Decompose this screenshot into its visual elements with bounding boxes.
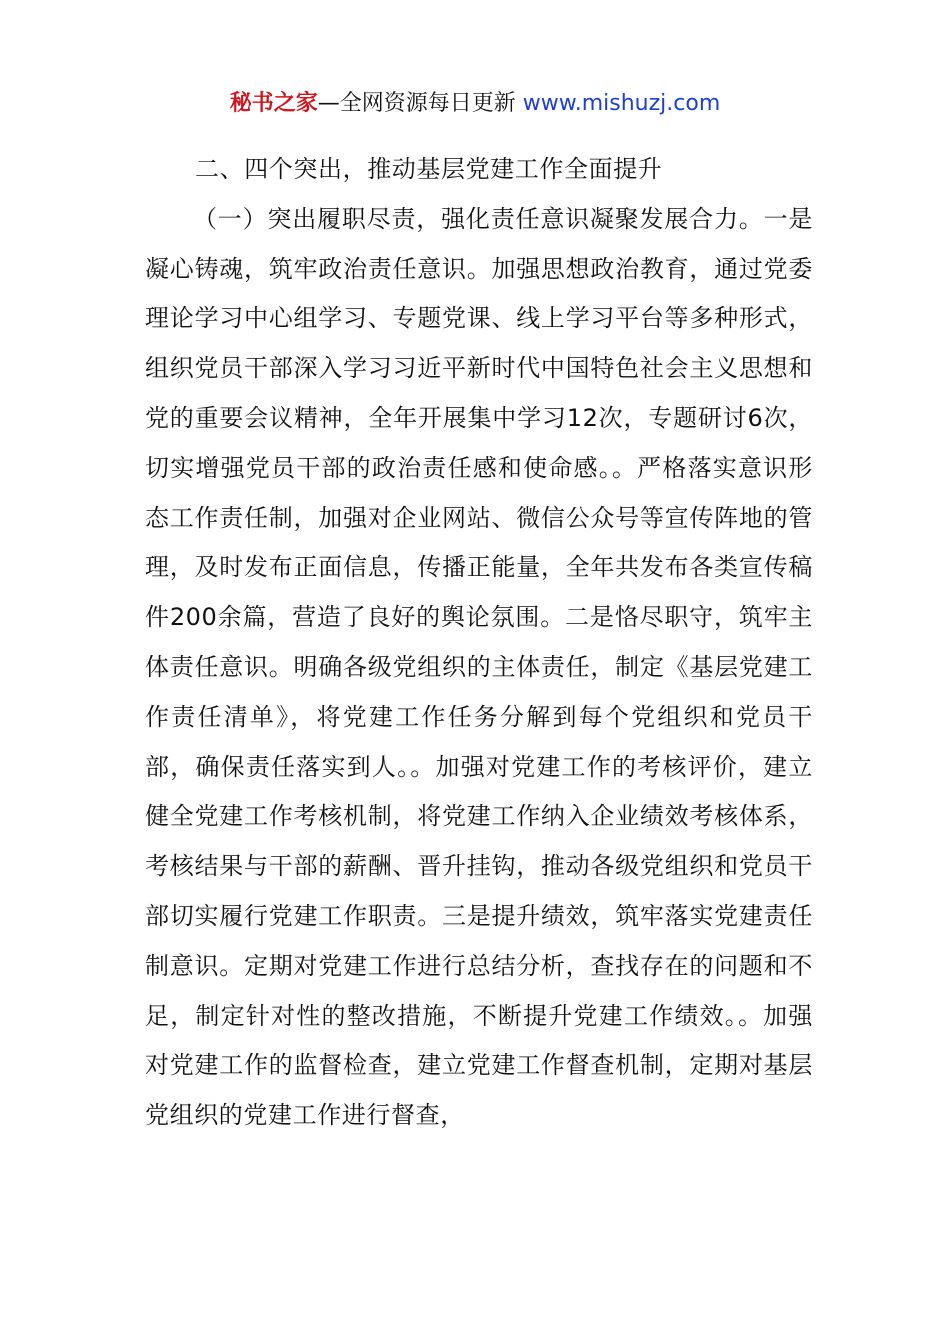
site-header bbox=[0, 88, 950, 120]
section-heading: 二、四个突出，推动基层党建工作全面提升 bbox=[195, 155, 663, 183]
brand-name: 秘书之家 bbox=[229, 91, 318, 116]
site-url-link[interactable]: www.mishuzj.com bbox=[522, 91, 721, 116]
body-paragraph: （一）突出履职尽责，强化责任意识凝聚发展合力。一是凝心铸魂，筑牢政治责任意识。加强思想政治教育，通过党委理论学习中心组学习、专题党课、线上学习平台等多种形式，组织党员干部深入学习习近平新时代中国特色社会主义思想和党的重要会议精神，全年开展集中学习12次，专题研讨6次，切实增强党员干部的政治责任感和使命感。。严格落实意识形态工作责任制，加强对企业网站、微信公众号等宣传阵地的管理，及时发布正面信息，传播正能量，全年共发布各类宣传稿件200余篇，营造了良好的舆论氛围。二是恪尽职守，筑牢主体责任意识。明确各级党组织的主体责任，制定《基层党建工作责任清单》，将党建工作任务分解到每个党组织和党员干部，确保责任落实到人。。加强对党建工作的考核评价，建立健全党建工作考核机制，将党建工作纳入企业绩效考核体系，考核结果与干部的薪酬、晋升挂钩，推动各级党组织和党员干部切实履行党建工作职责。三是提升绩效，筑牢落实党建责任制意识。定期对党建工作进行总结分析，查找存在的问题和不足，制定针对性的整改措施，不断提升党建工作绩效。。加强对党建工作的监督检查，建立党建工作督查机制，定期对基层党组织的党建工作进行督查， bbox=[145, 204, 813, 1130]
header-tagline: —全网资源每日更新 bbox=[317, 91, 523, 116]
document-body bbox=[145, 145, 813, 1141]
